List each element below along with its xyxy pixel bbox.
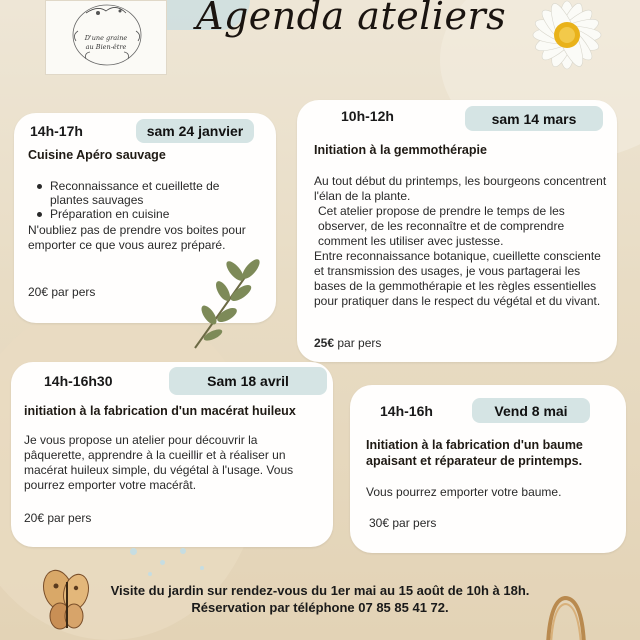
bullet-item: Reconnaissance et cueillette de plantes sauvages bbox=[30, 179, 260, 207]
workshop-description bbox=[314, 174, 610, 309]
leafy-branch-icon bbox=[185, 253, 275, 353]
daisy-icon bbox=[505, 0, 640, 95]
workshop-price: 20€ par pers bbox=[24, 511, 92, 525]
page-title: Agenda ateliers bbox=[196, 0, 507, 38]
workshop-date-badge: sam 14 mars bbox=[465, 106, 603, 131]
paragraph: Au tout début du printemps, les bourgeons concentrent l'élan de la plante. bbox=[314, 174, 607, 203]
workshop-title: Cuisine Apéro sauvage bbox=[28, 148, 166, 162]
price-suffix: par pers bbox=[337, 336, 382, 350]
workshop-title: Initiation à la gemmothérapie bbox=[314, 143, 487, 157]
workshop-card bbox=[297, 100, 617, 362]
workshop-price: 30€ par pers bbox=[369, 516, 437, 530]
workshop-note: N'oubliez pas de prendre vos boites pour emporter ce que vous aurez préparé. bbox=[28, 223, 246, 252]
workshop-card bbox=[350, 385, 626, 553]
workshop-time: 14h-16h30 bbox=[44, 373, 113, 389]
workshop-description: Je vous propose un atelier pour découvrir la pâquerette, apprendre à la cueillir et à réaliser un macérat huileux simple, du végétal à l'usage. Vous pourrez emporter votre macérât. bbox=[24, 433, 294, 492]
workshop-time: 14h-16h bbox=[380, 403, 433, 419]
price-amount: 25€ bbox=[314, 336, 335, 350]
workshop-price: 20€ par pers bbox=[28, 285, 96, 299]
logo-line: D'une graine bbox=[84, 33, 128, 42]
workshop-date-badge: sam 24 janvier bbox=[136, 119, 254, 143]
workshop-description: Vous pourrez emporter votre baume. bbox=[366, 485, 562, 499]
workshop-date-badge: Vend 8 mai bbox=[472, 398, 590, 423]
workshop-bullets bbox=[30, 179, 260, 221]
workshop-price bbox=[314, 336, 381, 350]
logo-line: au Bien-être bbox=[85, 42, 127, 51]
footer-visit: Visite du jardin sur rendez-vous du 1er mai au 15 août de 10h à 18h. bbox=[110, 583, 530, 598]
paragraph: Cet atelier propose de prendre le temps de les observer, de les reconnaître et de comprendre comment les utiliser avec justesse. bbox=[318, 204, 565, 248]
workshop-title: Initiation à la fabrication d'un baume apaisant et réparateur de printemps. bbox=[366, 438, 583, 468]
workshop-card bbox=[11, 362, 333, 547]
workshop-time: 14h-17h bbox=[30, 123, 83, 139]
bullet-item: Préparation en cuisine bbox=[30, 207, 260, 221]
workshop-time: 10h-12h bbox=[341, 108, 394, 124]
workshop-date-badge: Sam 18 avril bbox=[169, 367, 327, 395]
logo bbox=[45, 0, 167, 75]
workshop-title: initiation à la fabrication d'un macérat huileux bbox=[24, 404, 296, 418]
paragraph: Entre reconnaissance botanique, cueillette consciente et transmission des usages, je vous partagerai les bases de la gemmothérapie et les règles essentielles pour pratiquer dans le respect du végétal et du vivant. bbox=[314, 249, 601, 308]
footer-reservation: Réservation par téléphone 07 85 85 41 72. bbox=[191, 600, 449, 615]
